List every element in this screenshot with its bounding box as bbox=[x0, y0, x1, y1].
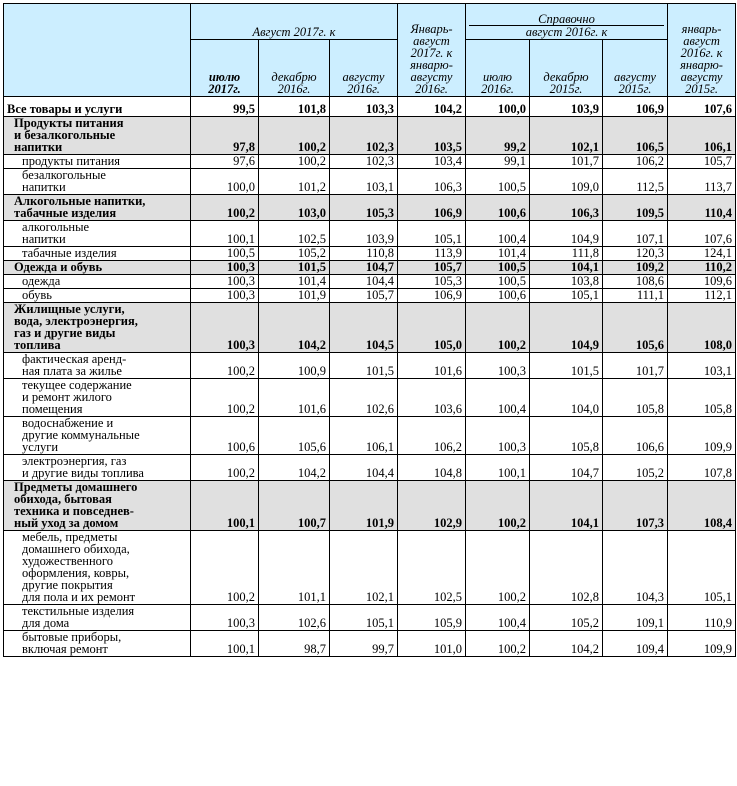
row-label: текущее содержание и ремонт жилого помещения bbox=[4, 379, 191, 417]
row-value: 109,4 bbox=[603, 631, 668, 657]
row-value: 120,3 bbox=[603, 247, 668, 261]
row-value: 105,8 bbox=[530, 417, 603, 455]
table-row-item bbox=[4, 247, 736, 261]
row-value: 100,0 bbox=[191, 169, 259, 195]
row-value: 100,7 bbox=[259, 481, 330, 531]
row-value: 105,7 bbox=[668, 155, 736, 169]
row-value: 101,5 bbox=[530, 353, 603, 379]
table-row-item bbox=[4, 155, 736, 169]
row-value: 104,5 bbox=[330, 303, 398, 353]
row-value: 100,2 bbox=[259, 155, 330, 169]
row-label: одежда bbox=[4, 275, 191, 289]
row-value: 101,5 bbox=[330, 353, 398, 379]
row-value: 100,4 bbox=[466, 221, 530, 247]
row-value: 113,7 bbox=[668, 169, 736, 195]
row-value: 103,5 bbox=[398, 117, 466, 155]
cpi-table bbox=[3, 3, 736, 657]
row-value: 110,2 bbox=[668, 261, 736, 275]
row-value: 111,1 bbox=[603, 289, 668, 303]
row-value: 107,1 bbox=[603, 221, 668, 247]
row-label: бытовые приборы, включая ремонт bbox=[4, 631, 191, 657]
row-value: 100,2 bbox=[191, 195, 259, 221]
row-value: 101,9 bbox=[330, 481, 398, 531]
row-label: электроэнергия, газ и другие виды топлива bbox=[4, 455, 191, 481]
row-value: 101,6 bbox=[259, 379, 330, 417]
row-value: 106,5 bbox=[603, 117, 668, 155]
row-value: 104,4 bbox=[330, 275, 398, 289]
row-value: 101,8 bbox=[259, 97, 330, 117]
row-value: 101,7 bbox=[530, 155, 603, 169]
row-value: 101,6 bbox=[398, 353, 466, 379]
header-col-august-2016: августу 2016г. bbox=[330, 40, 398, 97]
row-value: 97,6 bbox=[191, 155, 259, 169]
row-value: 100,4 bbox=[466, 379, 530, 417]
table-row-item bbox=[4, 605, 736, 631]
row-value: 105,1 bbox=[530, 289, 603, 303]
row-value: 102,6 bbox=[330, 379, 398, 417]
row-value: 100,2 bbox=[466, 481, 530, 531]
row-value: 100,1 bbox=[191, 221, 259, 247]
row-label: водоснабжение и другие коммунальные услуги bbox=[4, 417, 191, 455]
row-value: 106,9 bbox=[398, 289, 466, 303]
row-value: 111,8 bbox=[530, 247, 603, 261]
row-value: 100,3 bbox=[191, 275, 259, 289]
row-value: 107,8 bbox=[668, 455, 736, 481]
header-reference-group bbox=[466, 4, 668, 40]
row-value: 106,1 bbox=[330, 417, 398, 455]
table-row-item bbox=[4, 631, 736, 657]
row-value: 105,3 bbox=[330, 195, 398, 221]
row-value: 100,3 bbox=[191, 605, 259, 631]
header-reference-ytd: январь-август 2016г. к январю-августу 2015г. bbox=[668, 4, 736, 97]
row-value: 105,3 bbox=[398, 275, 466, 289]
table-row-item bbox=[4, 169, 736, 195]
row-value: 105,1 bbox=[668, 531, 736, 605]
row-value: 102,5 bbox=[398, 531, 466, 605]
row-label: мебель, предметы домашнего обихода, художественного оформления, ковры, другие покрытия для пола и их ремонт bbox=[4, 531, 191, 605]
row-value: 100,2 bbox=[191, 455, 259, 481]
row-value: 100,1 bbox=[466, 455, 530, 481]
row-value: 103,1 bbox=[668, 353, 736, 379]
row-label: текстильные изделия для дома bbox=[4, 605, 191, 631]
header-col-december-2016: декабрю 2016г. bbox=[259, 40, 330, 97]
row-label: Все товары и услуги bbox=[4, 97, 191, 117]
row-value: 100,2 bbox=[191, 531, 259, 605]
row-value: 113,9 bbox=[398, 247, 466, 261]
table-row-item bbox=[4, 417, 736, 455]
table-row-item bbox=[4, 531, 736, 605]
row-label: безалкогольные напитки bbox=[4, 169, 191, 195]
header-corner-cell bbox=[4, 4, 191, 97]
row-value: 124,1 bbox=[668, 247, 736, 261]
row-value: 110,9 bbox=[668, 605, 736, 631]
row-value: 104,1 bbox=[530, 481, 603, 531]
row-value: 103,4 bbox=[398, 155, 466, 169]
row-value: 102,1 bbox=[530, 117, 603, 155]
row-value: 100,6 bbox=[466, 195, 530, 221]
table-row-group bbox=[4, 261, 736, 275]
row-label: Продукты питания и безалкогольные напитки bbox=[4, 117, 191, 155]
row-value: 104,7 bbox=[330, 261, 398, 275]
row-value: 100,1 bbox=[191, 631, 259, 657]
row-value: 105,6 bbox=[259, 417, 330, 455]
row-value: 104,4 bbox=[330, 455, 398, 481]
row-value: 104,9 bbox=[530, 221, 603, 247]
row-value: 106,1 bbox=[668, 117, 736, 155]
row-value: 100,5 bbox=[191, 247, 259, 261]
row-value: 104,9 bbox=[530, 303, 603, 353]
row-value: 109,5 bbox=[603, 195, 668, 221]
row-value: 100,2 bbox=[191, 353, 259, 379]
row-value: 105,7 bbox=[398, 261, 466, 275]
row-value: 99,5 bbox=[191, 97, 259, 117]
row-value: 107,3 bbox=[603, 481, 668, 531]
row-value: 108,0 bbox=[668, 303, 736, 353]
header-period-ytd: Январь-август 2017г. к январю-августу 2016г. bbox=[398, 4, 466, 97]
row-value: 102,6 bbox=[259, 605, 330, 631]
row-value: 106,2 bbox=[398, 417, 466, 455]
header-reference-title: Справочно bbox=[469, 13, 664, 26]
row-value: 105,1 bbox=[398, 221, 466, 247]
row-value: 100,3 bbox=[466, 353, 530, 379]
row-value: 100,6 bbox=[466, 289, 530, 303]
row-value: 100,9 bbox=[259, 353, 330, 379]
row-value: 102,3 bbox=[330, 117, 398, 155]
row-value: 101,4 bbox=[466, 247, 530, 261]
header-period-main: Август 2017г. к bbox=[191, 4, 398, 40]
row-value: 109,9 bbox=[668, 417, 736, 455]
row-value: 102,8 bbox=[530, 531, 603, 605]
row-value: 105,8 bbox=[603, 379, 668, 417]
row-value: 105,0 bbox=[398, 303, 466, 353]
row-value: 106,3 bbox=[530, 195, 603, 221]
table-row-item bbox=[4, 289, 736, 303]
row-value: 103,8 bbox=[530, 275, 603, 289]
row-value: 109,9 bbox=[668, 631, 736, 657]
row-label: обувь bbox=[4, 289, 191, 303]
row-value: 100,5 bbox=[466, 275, 530, 289]
row-value: 102,5 bbox=[259, 221, 330, 247]
row-value: 105,2 bbox=[603, 455, 668, 481]
row-value: 109,2 bbox=[603, 261, 668, 275]
header-reference-period: август 2016г. к bbox=[525, 25, 608, 39]
row-value: 99,1 bbox=[466, 155, 530, 169]
row-label: табачные изделия bbox=[4, 247, 191, 261]
row-value: 100,2 bbox=[466, 303, 530, 353]
row-value: 101,0 bbox=[398, 631, 466, 657]
row-value: 100,2 bbox=[191, 379, 259, 417]
table-row-item bbox=[4, 275, 736, 289]
table-row-group bbox=[4, 195, 736, 221]
table-header bbox=[4, 4, 736, 97]
table-body bbox=[4, 97, 736, 657]
row-value: 101,5 bbox=[259, 261, 330, 275]
row-value: 100,2 bbox=[466, 631, 530, 657]
row-value: 104,2 bbox=[398, 97, 466, 117]
row-value: 100,6 bbox=[191, 417, 259, 455]
row-value: 106,6 bbox=[603, 417, 668, 455]
row-label: Жилищные услуги, вода, электроэнергия, газ и другие виды топлива bbox=[4, 303, 191, 353]
row-value: 100,2 bbox=[259, 117, 330, 155]
row-value: 103,9 bbox=[530, 97, 603, 117]
row-value: 100,1 bbox=[191, 481, 259, 531]
row-value: 104,0 bbox=[530, 379, 603, 417]
row-label: продукты питания bbox=[4, 155, 191, 169]
row-value: 99,2 bbox=[466, 117, 530, 155]
row-value: 105,2 bbox=[259, 247, 330, 261]
row-value: 109,0 bbox=[530, 169, 603, 195]
row-value: 104,3 bbox=[603, 531, 668, 605]
row-value: 100,0 bbox=[466, 97, 530, 117]
row-label: фактическая аренд- ная плата за жилье bbox=[4, 353, 191, 379]
table-row-item bbox=[4, 221, 736, 247]
row-value: 103,9 bbox=[330, 221, 398, 247]
row-value: 103,0 bbox=[259, 195, 330, 221]
row-value: 101,1 bbox=[259, 531, 330, 605]
row-value: 101,7 bbox=[603, 353, 668, 379]
row-value: 104,8 bbox=[398, 455, 466, 481]
row-value: 104,1 bbox=[530, 261, 603, 275]
row-value: 101,4 bbox=[259, 275, 330, 289]
row-value: 101,2 bbox=[259, 169, 330, 195]
row-value: 100,3 bbox=[191, 289, 259, 303]
row-value: 106,9 bbox=[398, 195, 466, 221]
row-value: 107,6 bbox=[668, 97, 736, 117]
row-value: 105,2 bbox=[530, 605, 603, 631]
row-label: Одежда и обувь bbox=[4, 261, 191, 275]
row-value: 108,4 bbox=[668, 481, 736, 531]
row-value: 105,6 bbox=[603, 303, 668, 353]
row-value: 103,1 bbox=[330, 169, 398, 195]
row-value: 104,7 bbox=[530, 455, 603, 481]
row-value: 100,4 bbox=[466, 605, 530, 631]
row-value: 98,7 bbox=[259, 631, 330, 657]
row-value: 108,6 bbox=[603, 275, 668, 289]
row-value: 103,3 bbox=[330, 97, 398, 117]
row-value: 109,6 bbox=[668, 275, 736, 289]
row-value: 100,2 bbox=[466, 531, 530, 605]
row-value: 106,9 bbox=[603, 97, 668, 117]
row-value: 103,6 bbox=[398, 379, 466, 417]
header-col-december-2015: декабрю 2015г. bbox=[530, 40, 603, 97]
row-value: 110,4 bbox=[668, 195, 736, 221]
row-value: 110,8 bbox=[330, 247, 398, 261]
row-value: 105,7 bbox=[330, 289, 398, 303]
row-value: 105,8 bbox=[668, 379, 736, 417]
row-value: 97,8 bbox=[191, 117, 259, 155]
row-value: 105,1 bbox=[330, 605, 398, 631]
table-row-item bbox=[4, 379, 736, 417]
row-value: 109,1 bbox=[603, 605, 668, 631]
row-value: 100,5 bbox=[466, 169, 530, 195]
row-value: 102,1 bbox=[330, 531, 398, 605]
header-col-august-2015: августу 2015г. bbox=[603, 40, 668, 97]
row-value: 106,3 bbox=[398, 169, 466, 195]
row-value: 100,5 bbox=[466, 261, 530, 275]
row-value: 101,9 bbox=[259, 289, 330, 303]
row-value: 112,5 bbox=[603, 169, 668, 195]
table-row-group bbox=[4, 117, 736, 155]
table-row-group bbox=[4, 303, 736, 353]
row-value: 100,3 bbox=[191, 261, 259, 275]
header-col-july-2016: июлю 2016г. bbox=[466, 40, 530, 97]
row-value: 100,3 bbox=[466, 417, 530, 455]
row-value: 99,7 bbox=[330, 631, 398, 657]
table-row-group bbox=[4, 481, 736, 531]
table-row-total bbox=[4, 97, 736, 117]
row-value: 104,2 bbox=[259, 455, 330, 481]
header-col-july-2017: июлю 2017г. bbox=[191, 40, 259, 97]
row-value: 102,9 bbox=[398, 481, 466, 531]
row-value: 107,6 bbox=[668, 221, 736, 247]
row-value: 106,2 bbox=[603, 155, 668, 169]
row-value: 112,1 bbox=[668, 289, 736, 303]
table-row-item bbox=[4, 353, 736, 379]
row-value: 102,3 bbox=[330, 155, 398, 169]
table-row-item bbox=[4, 455, 736, 481]
row-value: 104,2 bbox=[259, 303, 330, 353]
row-value: 100,3 bbox=[191, 303, 259, 353]
row-label: алкогольные напитки bbox=[4, 221, 191, 247]
row-label: Алкогольные напитки, табачные изделия bbox=[4, 195, 191, 221]
row-value: 105,9 bbox=[398, 605, 466, 631]
row-label: Предметы домашнего обихода, бытовая техника и повседнев- ный уход за домом bbox=[4, 481, 191, 531]
row-value: 104,2 bbox=[530, 631, 603, 657]
